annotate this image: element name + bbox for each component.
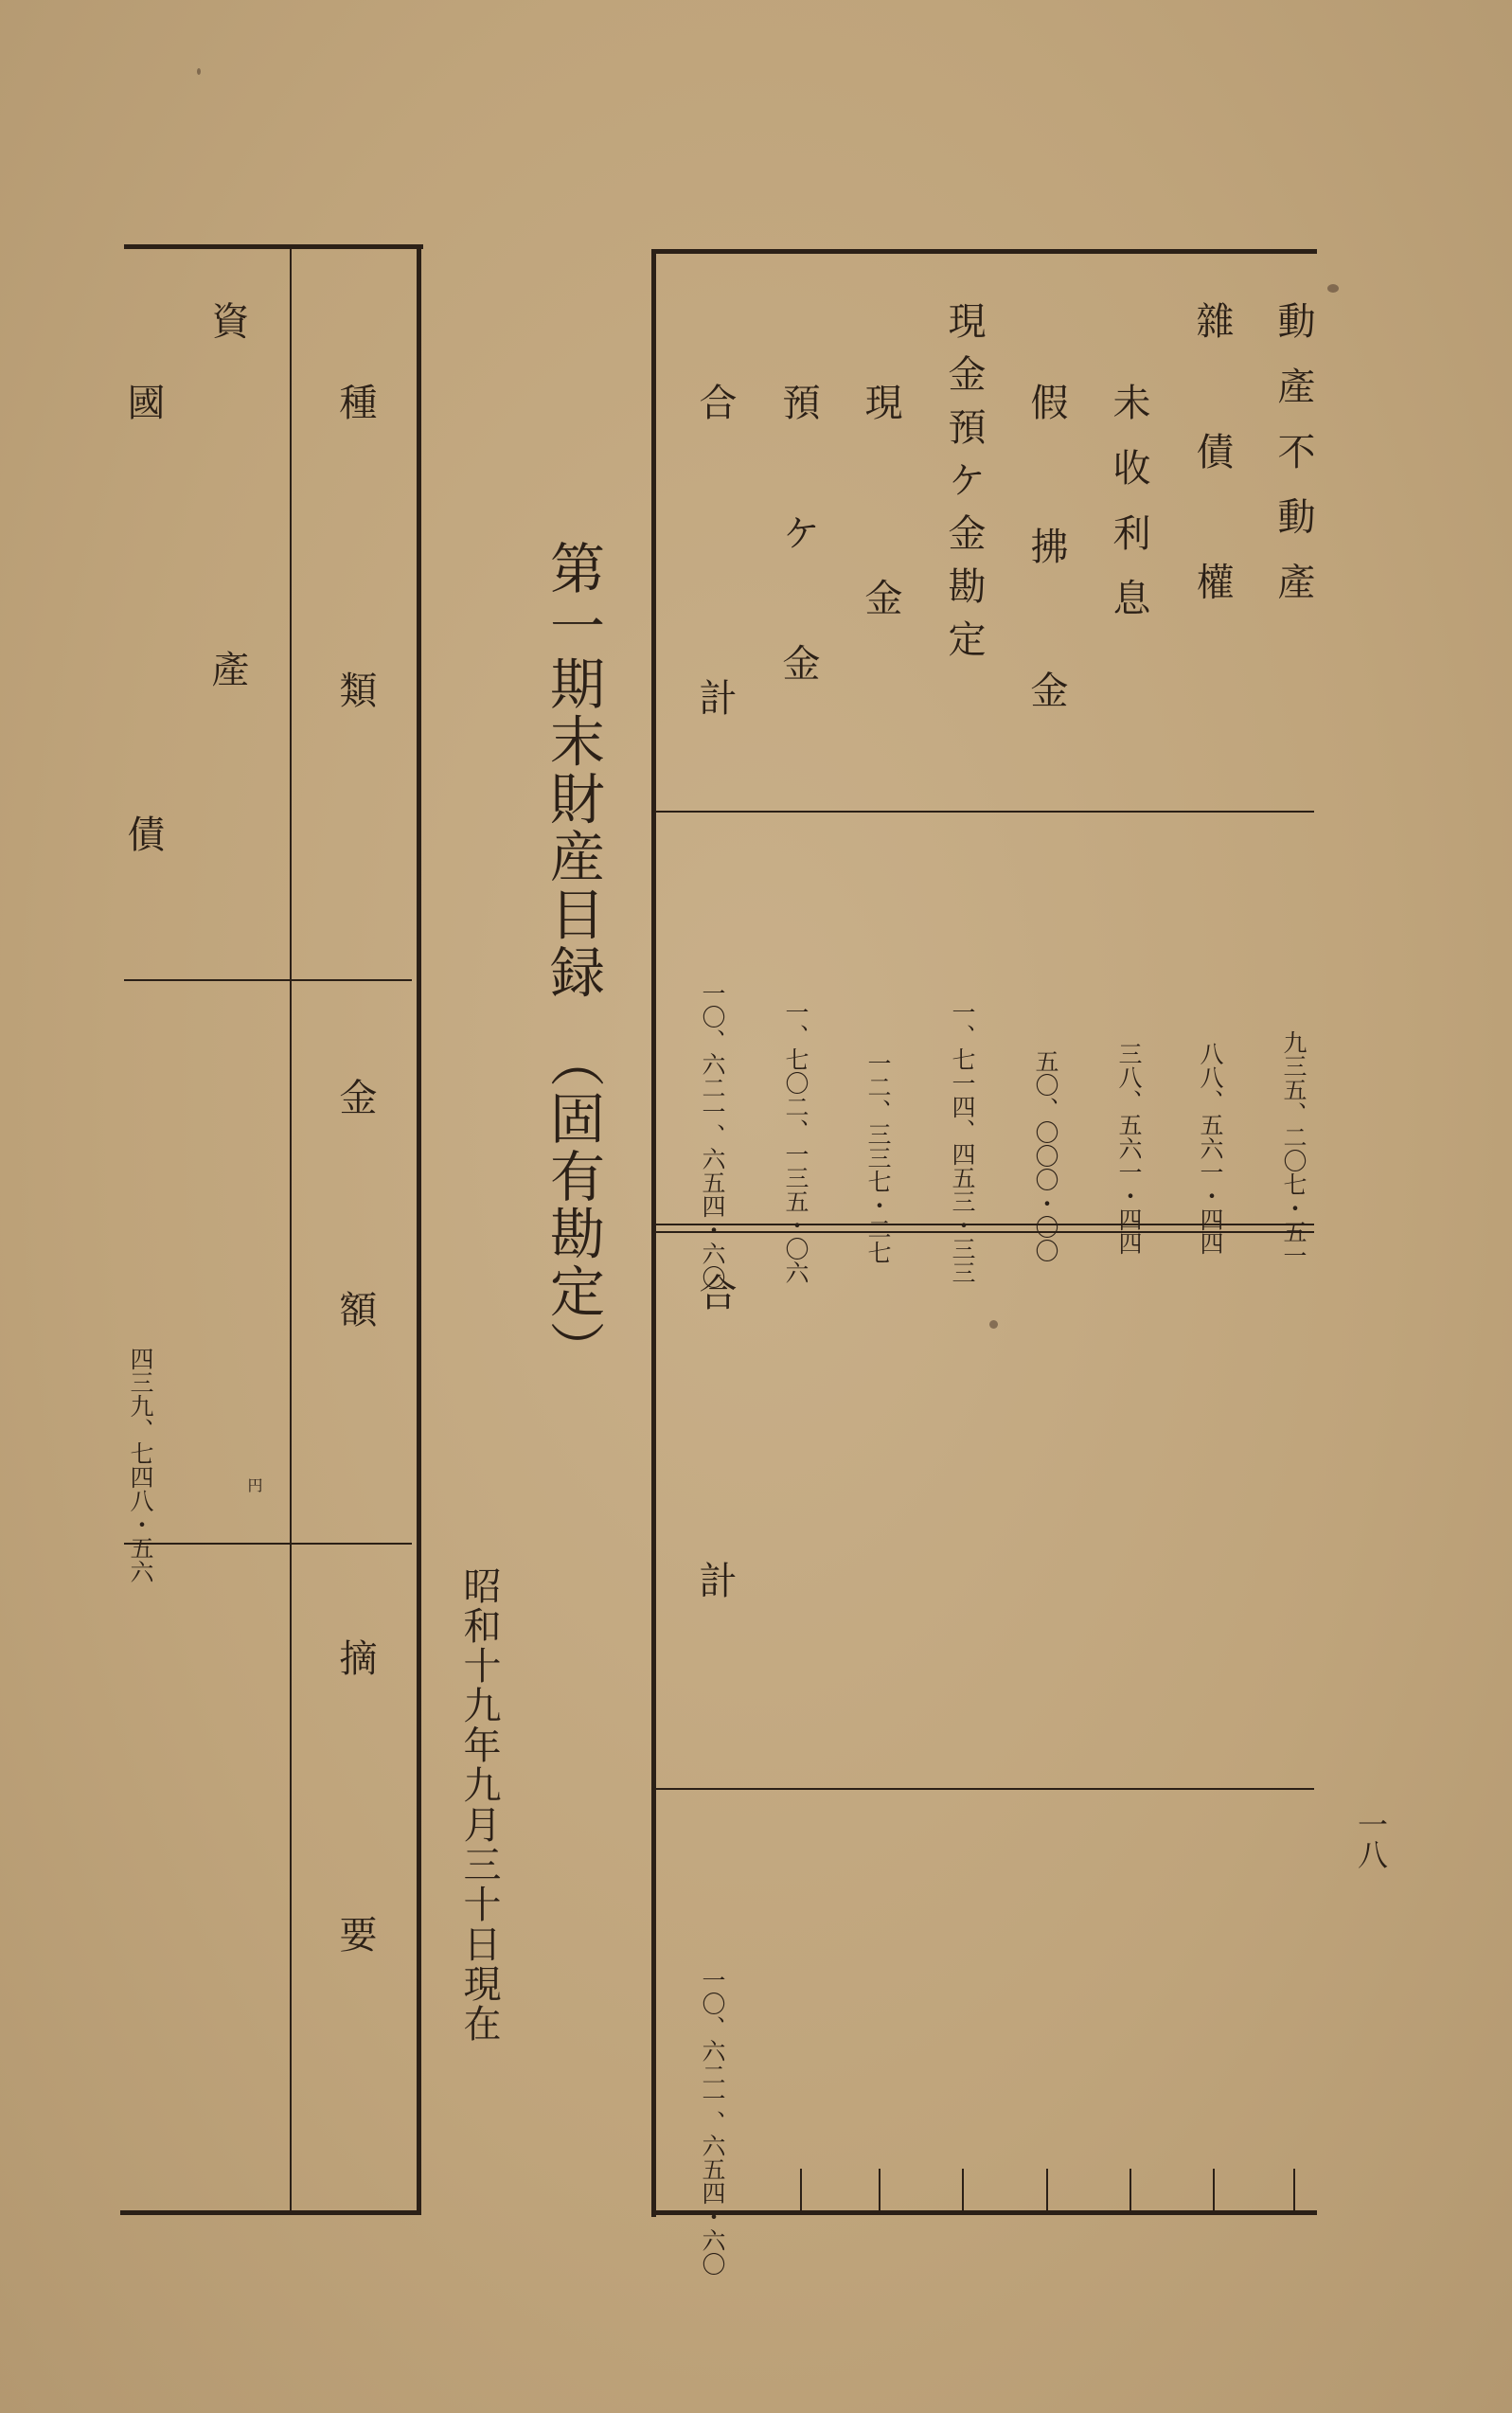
- assets-bottom-rule: [651, 2210, 1317, 2215]
- column-tick: [800, 2169, 802, 2210]
- liabilities-capital-title: 資 產: [205, 301, 249, 824]
- liabilities-bottom-rule: [120, 2210, 421, 2215]
- asset-item-name: 現 金: [859, 383, 902, 644]
- asset-item-amount: 八八、五六一・四四: [1197, 1042, 1224, 1255]
- liabilities-row-divider: [124, 979, 412, 981]
- page-title: 第一期末財産目録: [541, 540, 605, 1002]
- asset-item-name: 假 拂 金: [1024, 383, 1068, 742]
- paper-speck: [1327, 284, 1339, 293]
- paper-speck: [989, 1320, 998, 1329]
- column-tick: [1293, 2169, 1295, 2210]
- assets-header-divider: [656, 811, 1314, 813]
- currency-unit: 円: [245, 1477, 263, 1492]
- liabilities-header-amount: 金額: [333, 1078, 377, 1502]
- asset-item-name: 動產不動產: [1272, 301, 1315, 627]
- asset-item-amount: 一、七一四、四五三・三三: [949, 1000, 976, 1284]
- column-tick: [879, 2169, 881, 2210]
- column-tick: [1213, 2169, 1215, 2210]
- liability-item-name: 國 債: [121, 383, 165, 958]
- assets-top-rule: [651, 249, 1317, 254]
- paper-speck: [197, 68, 201, 75]
- column-tick: [1130, 2169, 1131, 2210]
- asset-item-name: 現金預ケ金勘定: [942, 301, 986, 672]
- asset-item-amount: 三八、五六一・四四: [1115, 1042, 1143, 1255]
- asset-item-amount: 九三五、二〇七・五一: [1280, 1030, 1307, 1267]
- asset-item-name: 合 計: [693, 383, 737, 777]
- asset-item-name: 未收利息: [1107, 383, 1150, 644]
- grand-total-amount: 一〇、六二一、六五四・六〇: [699, 1968, 726, 2276]
- asset-item-amount: 一、七〇二、一三五・〇六: [782, 1000, 809, 1284]
- liabilities-right-rule: [417, 244, 421, 2214]
- liabilities-top-rule: [124, 244, 423, 249]
- asset-item-name: 預 ケ 金: [776, 383, 820, 708]
- column-tick: [962, 2169, 964, 2210]
- column-tick: [1046, 2169, 1048, 2210]
- liabilities-header-kind: 種類: [333, 383, 377, 958]
- asset-item-amount: 五〇、〇〇〇・〇〇: [1032, 1049, 1059, 1262]
- page-number: 一八: [1353, 1809, 1389, 1869]
- assets-grand-total-rule: [656, 1788, 1314, 1790]
- assets-left-rule: [651, 249, 656, 2217]
- asset-item-name: 雜 債 權: [1190, 301, 1234, 627]
- liability-item-amount: 四三九、七四八・五六: [127, 1347, 154, 1583]
- grand-total-label: 合計: [693, 1273, 737, 1849]
- asset-item-amount: 一〇、六二一、六五四・六〇: [699, 981, 726, 1289]
- asset-item-amount: 一二、三三七・二七: [864, 1051, 892, 1264]
- liabilities-amount-divider: [124, 1543, 412, 1545]
- statement-date: 昭和十九年九月三十日現在: [457, 1566, 501, 2044]
- page-subtitle: （固有勘定）: [541, 1032, 605, 1379]
- liabilities-header-summary: 摘要: [333, 1638, 377, 2191]
- liabilities-column-divider: [290, 249, 292, 2211]
